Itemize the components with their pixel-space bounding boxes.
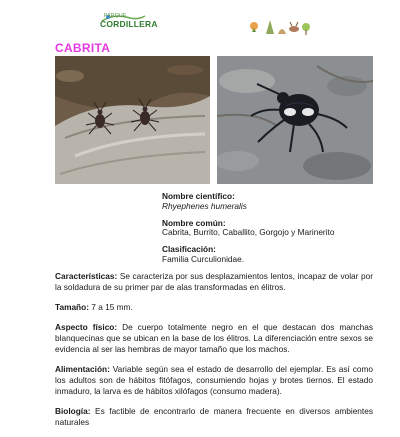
biology-paragraph — [55, 406, 373, 428]
beetles-on-log-photo — [55, 56, 210, 184]
aspect-paragraph — [55, 322, 373, 355]
characteristics-label: Características: — [55, 271, 118, 281]
weevil-closeup-photo — [217, 56, 373, 184]
description-body — [55, 271, 373, 437]
logo-main-text: CORDILLERA — [100, 19, 158, 29]
aspect-label: Aspecto físico: — [55, 322, 118, 332]
scientific-name-value: Rhyephenes humeralis — [162, 200, 247, 211]
size-paragraph — [55, 302, 373, 313]
size-label: Tamaño: — [55, 302, 89, 312]
aspect-text: De cuerpo totalmente negro en el que destacan dos manchas blanquecinas que se ubican en la base de los élitros. La diferenciación entre sexos se evidencia al ser las hembras de mayor tamaño que los machos. — [55, 322, 373, 354]
size-text: 7 a 15 mm. — [88, 302, 133, 312]
biology-text: Es factible de encontrarlo de manera frecuente en diversos ambientes naturales — [55, 406, 373, 427]
common-name-value: Cabrita, Burrito, Caballito, Gorgojo y Marinerito — [162, 227, 335, 238]
common-name-label: Nombre común: — [162, 217, 226, 228]
feeding-label: Alimentación: — [55, 364, 110, 374]
feeding-paragraph — [55, 364, 373, 397]
biology-label: Biología: — [55, 406, 91, 416]
parque-cordillera-logo — [100, 13, 158, 33]
scientific-name-label: Nombre científico: — [162, 191, 235, 201]
page-header — [0, 0, 400, 40]
classification-value: Familia Curculionidae. — [162, 253, 245, 264]
classification-label: Clasificación: — [162, 244, 216, 255]
species-info-block — [162, 192, 382, 265]
nature-decoration-icon — [248, 14, 312, 36]
page-title: CABRITA — [55, 41, 111, 55]
characteristics-paragraph — [55, 271, 373, 293]
logo-top-text: PARQUE — [104, 13, 127, 19]
feeding-text: Variable según sea el estado de desarrollo del ejemplar. Es así como los adultos son de hábitos fitófagos, consumiendo hojas y brotes tiernos. El estado inmaduro, la larva es de hábitos xilófagos (consumo madera). — [55, 364, 373, 396]
characteristics-text: Se caracteriza por sus desplazamientos lentos, incapaz de volar por la soldadura de su primer par de alas transformadas en élitros. — [55, 271, 373, 292]
